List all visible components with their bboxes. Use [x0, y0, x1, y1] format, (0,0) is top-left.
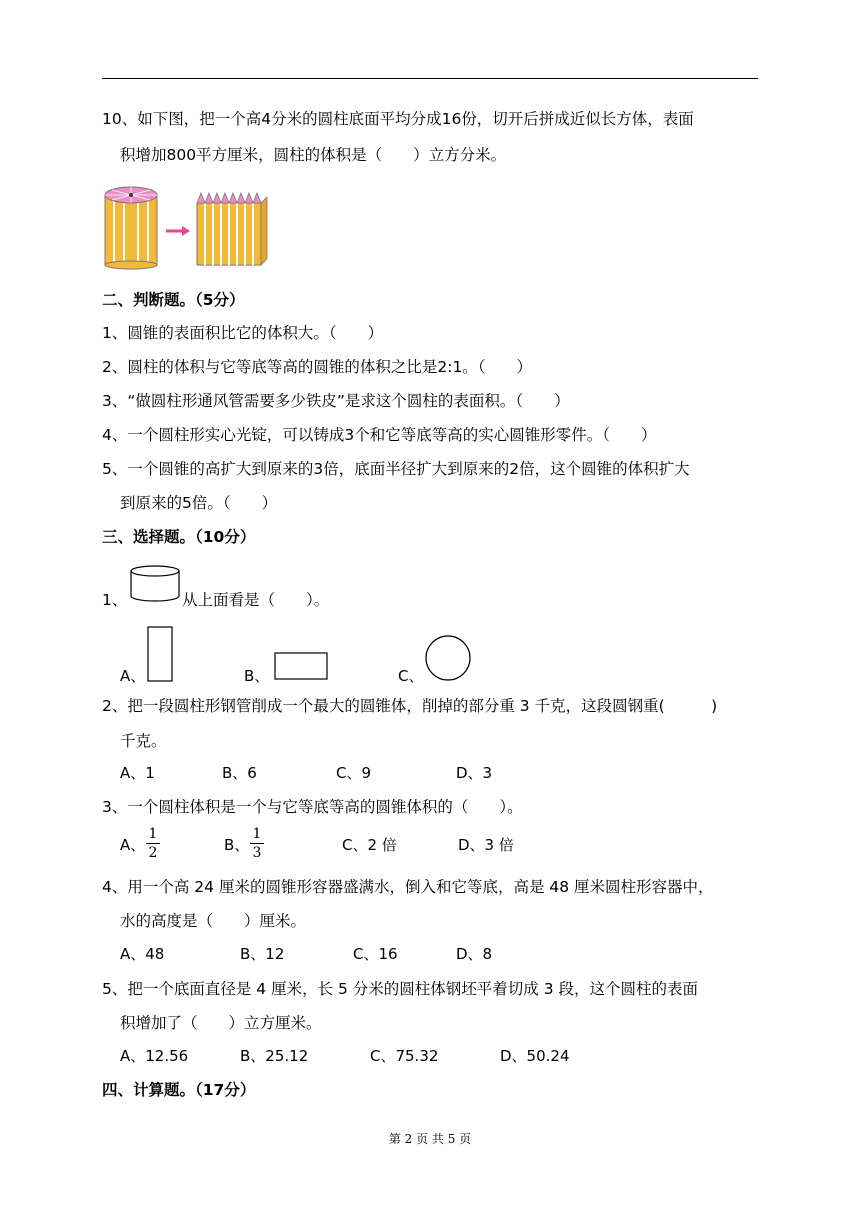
choice-q5-line2: 积增加了（ ）立方厘米。 [120, 1014, 322, 1032]
fraction-denominator: 2 [148, 845, 158, 861]
cylinder-figure [104, 185, 274, 270]
choice-q3-option-d: D、3 倍 [458, 836, 514, 854]
choice-q5-option-b: B、25.12 [240, 1047, 309, 1065]
choice-q3-option-a: A、 [120, 836, 146, 854]
choice-q2-option-b: B、6 [222, 764, 257, 782]
choice-q5-line1: 5、把一个底面直径是 4 厘米，长 5 分米的圆柱体钢坯平着切成 3 段，这个圆柱的表面 [102, 980, 699, 998]
choice-q5-option-a: A、12.56 [120, 1047, 189, 1065]
circle-icon [424, 634, 472, 682]
judge-item-1: 1、圆锥的表面积比它的体积大。（ ） [102, 324, 384, 342]
judge-item-4: 4、一个圆柱形实心光锭，可以铸成3个和它等底等高的实心圆锥形零件。（ ） [102, 426, 657, 444]
fraction-denominator: 3 [252, 845, 262, 861]
fraction-numerator: 1 [148, 826, 158, 842]
choice-q1-text: 从上面看是（ ）。 [182, 591, 330, 609]
choice-q2-option-c: C、9 [336, 764, 372, 782]
choice-q1-option-b: B、 [244, 667, 270, 685]
wide-rectangle-icon [274, 652, 328, 680]
choice-q4-option-c: C、16 [353, 945, 398, 963]
fraction-one-half [146, 826, 160, 861]
section2-title: 二、判断题。（5分） [102, 291, 245, 309]
choice-q3-option-c: C、2 倍 [342, 836, 397, 854]
choice-q1-option-c: C、 [398, 667, 424, 685]
q10-line2: 积增加800平方厘米，圆柱的体积是（ ）立方分米。 [120, 146, 507, 164]
choice-q4-option-a: A、48 [120, 945, 165, 963]
choice-q4-line1: 4、用一个高 24 厘米的圆锥形容器盛满水，倒入和它等底，高是 48 厘米圆柱形容器中， [102, 878, 714, 896]
judge-item-2: 2、圆柱的体积与它等底等高的圆锥的体积之比是2:1。（ ） [102, 358, 533, 376]
choice-q3-option-b: B、 [224, 836, 250, 854]
choice-q4-option-b: B、12 [240, 945, 285, 963]
choice-q1-option-a: A、 [120, 667, 146, 685]
choice-q2-option-a: A、1 [120, 764, 155, 782]
judge-item-5: 5、一个圆锥的高扩大到原来的3倍，底面半径扩大到原来的2倍，这个圆锥的体积扩大 [102, 460, 690, 478]
choice-q2-line2: 千克。 [120, 732, 167, 750]
header-rule [102, 78, 758, 79]
judge-item-5-line2: 到原来的5倍。（ ） [120, 494, 278, 512]
section4-title: 四、计算题。（17分） [102, 1081, 256, 1099]
choice-q5-option-c: C、75.32 [370, 1047, 439, 1065]
cylinder-original [105, 187, 157, 269]
choice-q4-option-d: D、8 [456, 945, 493, 963]
fraction-one-third [250, 826, 264, 861]
choice-q3-text: 3、一个圆柱体积是一个与它等底等高的圆锥体积的（ ）。 [102, 798, 523, 816]
choice-q1-prefix: 1、 [102, 591, 128, 609]
tall-rectangle-icon [147, 626, 173, 682]
q10-line1: 10、如下图，把一个高4分米的圆柱底面平均分成16份，切开后拼成近似长方体，表面 [102, 110, 694, 128]
choice-q5-option-d: D、50.24 [500, 1047, 570, 1065]
section3-title: 三、选择题。（10分） [102, 528, 256, 546]
cylinder-icon [128, 565, 182, 605]
page-footer: 第 2 页 共 5 页 [388, 1132, 472, 1146]
fraction-numerator: 1 [252, 826, 262, 842]
choice-q4-line2: 水的高度是（ ）厘米。 [120, 912, 307, 930]
cuboid-rearranged [197, 193, 267, 265]
arrow-icon [166, 226, 190, 236]
choice-q2-line1: 2、把一段圆柱形钢管削成一个最大的圆锥体，削掉的部分重 3 千克，这段圆钢重( ) [102, 697, 718, 715]
choice-q2-option-d: D、3 [456, 764, 493, 782]
judge-item-3: 3、“做圆柱形通风管需要多少铁皮”是求这个圆柱的表面积。（ ） [102, 392, 570, 410]
